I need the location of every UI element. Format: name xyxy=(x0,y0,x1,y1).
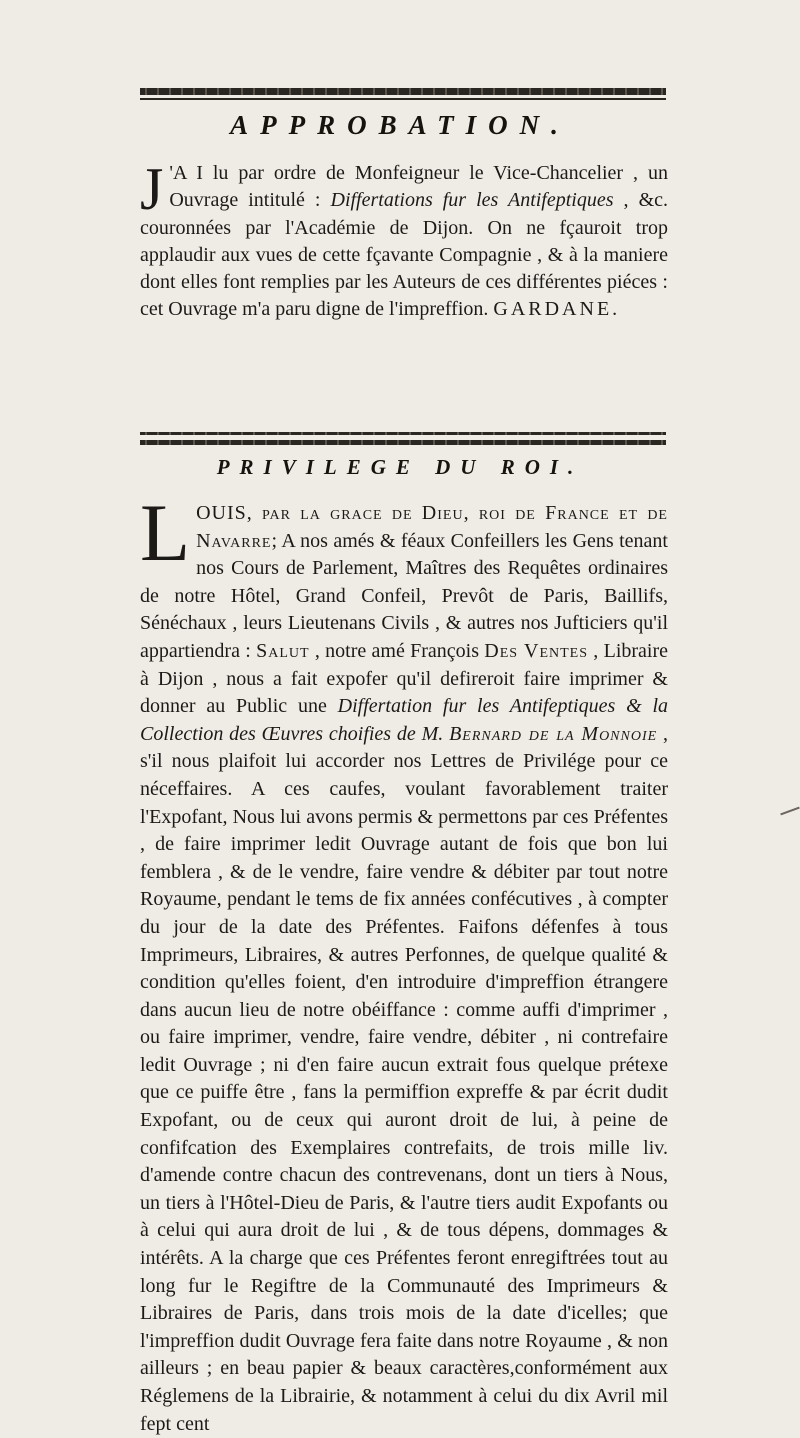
margin-mark xyxy=(780,807,799,816)
privilege-text-3: , Libraire à Dijon , nous a fait expofer qu'il defireroit faire imprimer & donner au Public une xyxy=(140,639,669,718)
drop-cap: J xyxy=(140,156,164,222)
privilege-text-4: , s'il nous plaifoit lui accorder nos Lettres de Privilége pour ce néceffaires. A ces caufes, voulant favorablement traiter l'Expofant, Nous lui avons permis & permettons par ces Préfentes , de faire imprimer ledit Ouvrage autant de fois que bon lui femblera , & de le vendre, faire vendre & débiter par tout notre Royaume, pendant le tems de fix années confécutives , à compter du jour de la date des Préfentes. Faifons défenfes à tous Imprimeurs, Libraires, & autres Perfonnes, de quelque qualité & condition qu'elles foient, d'en introduire d'impreffion étrangere dans aucun lieu de notre obéiffance : comme auffi d'imprimer , ou faire imprimer, vendre, faire vendre, débiter , ni contrefaire ledit Ouvrage ; ni d'en faire aucun extrait fous quelque prétexe que ce puiffe être , fans la permiffion expreffe & par écrit dudit Expofant, ou de ceux qui auront droit de lui, à peine de confifcation des Exemplaires contrefaits, de trois mille liv. d'amende contre chacun des contrevenans, dont un tiers à Nous, un tiers à l'Hôtel-Dieu de Paris, & l'autre tiers audit Expofants ou à celui qui aura droit de lui , & de tous dépens, dommages & intérêts. A la charge que ces Préfentes feront enregiftrées tout au long fur le Regiftre de la Communauté des Imprimeurs & Libraires de Paris, dans trois mois de la date d'icelles; que l'impreffion dudit Ouvrage fera faite dans notre Royaume , & non ailleurs ; en beau papier & beaux caractères,conformément aux Réglemens de la Librairie, & notamment à celui du dix Avril mil fept cent xyxy=(140,722,669,1435)
privilege-opening: OUIS, par la grace de Dieu, roi de France et de Navarre xyxy=(196,502,668,552)
privilege-text xyxy=(140,487,669,1438)
approbation-text xyxy=(140,156,669,324)
work-title: Differtations fur les Antifeptiques xyxy=(330,189,614,212)
approbation-text-mid: , &c. couronnées par l'Académie de Dijon. On ne fçauroit trop applaudir aux vues de cette fçavante Compagnie , & à la maniere dont elles font remplies par les Auteurs de ces différentes piéces : cet Ouvrage m'a paru digne de l'impreffion. xyxy=(140,189,669,321)
ornamental-rule xyxy=(140,440,666,445)
salut-word: Salut xyxy=(256,639,310,662)
approbation-text-start: 'A I lu par ordre de Monfeigneur le Vice-Chancelier , un Ouvrage intitulé : xyxy=(169,162,668,212)
privilege-heading: PRIVILEGE DU ROI. xyxy=(216,455,584,479)
ornamental-rule xyxy=(140,432,666,435)
approbation-heading: APPROBATION. xyxy=(230,110,570,140)
ornamental-rule xyxy=(140,98,666,100)
privilege-text-2: , notre amé François xyxy=(309,639,485,662)
drop-cap: L xyxy=(140,487,191,578)
approbation-signature: GARDANE. xyxy=(493,298,621,321)
bookseller-name: Des Ventes xyxy=(484,639,589,662)
privilege-text-1: ; A nos amés & féaux Confeillers les Gens tenant nos Cours de Parlement, Maîtres des Requêtes ordinaires de notre Hôtel, Grand Confeil, Prevôt de Paris, Baillifs, Sénéchaux , leurs Lieutenans Civils , & autres nos Jufticiers qu'il appartiendra : xyxy=(140,529,668,662)
author-name: Bernard de la Monnoie xyxy=(449,722,658,745)
work-title: Differtation fur les Antifeptiques & la Collection des Œuvres choifies de M. xyxy=(140,695,668,745)
ornamental-rule xyxy=(140,88,666,95)
